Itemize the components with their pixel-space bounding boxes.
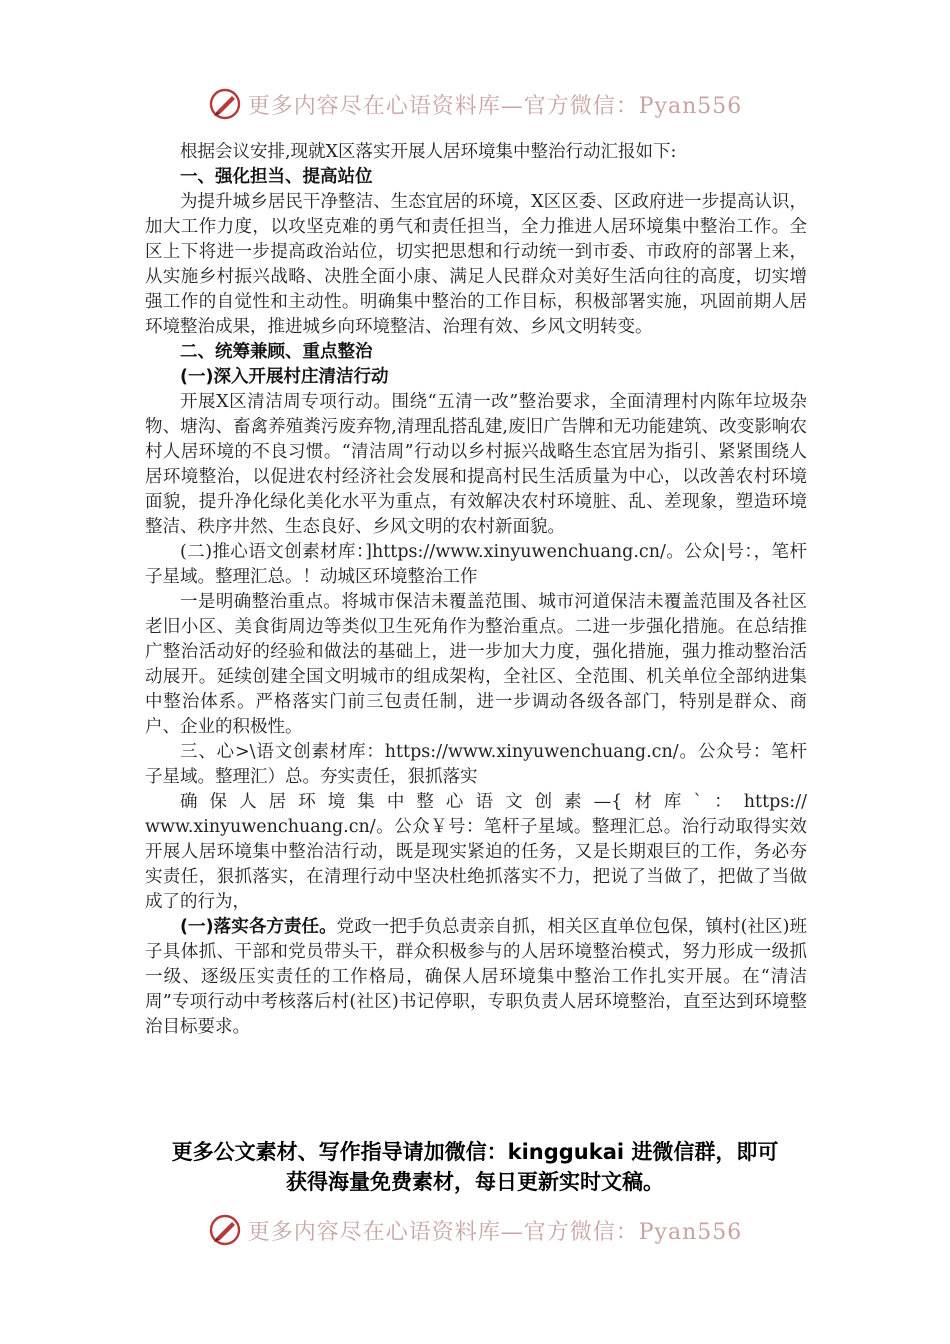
responsibility-text: 党政一把手负总责亲自抓，相关区直单位包保，镇村(社区)班子具体抓、干部和党员带头干，群众积极参与的人居环境整治模式，努力形成一级抓一级、逐级压实责任的工作格局，确保人居环境集中整治工作扎实开展。在“清洁周”专项行动中考核落后村(社区)书记停职，专职负责人居环境整治，直至达到环境整治目标要求。 <box>145 917 808 1037</box>
promo-line-2: 获得海量免费素材，每日更新实时文稿。 <box>286 1170 664 1194</box>
banner-inner <box>208 87 743 121</box>
paragraph-responsibility <box>145 915 807 1040</box>
heading-subsection-2-1: (一)深入开展村庄清洁行动 <box>180 367 389 387</box>
header-banner <box>0 84 950 124</box>
paragraph-subsection-2-2: (二)推心语文创素材库：]https://www.xinyuwenchuang.cn/。公众|号：，笔杆子星域。整理汇总。！动城区环境整治工作 <box>145 542 807 587</box>
paragraph-ensure-rest: www.xinyuwenchuang.cn/。公众￥号：笔杆子星域。整理汇总。治行动取得实效开展人居环境集中整治洁行动，既是现实紧迫的任务，又是长期艰巨的工作，务必夯实责任，狠抓落实，在清理行动中坚决杜绝抓落实不力，把说了当做了，把做了当做成了的行为， <box>145 817 807 912</box>
banner-inner-bottom <box>208 1213 743 1247</box>
promo-line-1: 更多公文素材、写作指导请加微信：kinggukai 进微信群，即可 <box>171 1140 779 1164</box>
paragraph-ensure-line: 确保人居环境集中整心语文创素—{材库`：https:// <box>180 792 807 812</box>
footer-banner <box>0 1210 950 1250</box>
banner-text: 更多内容尽在心语资料库—官方微信：Pyan556 <box>247 93 743 119</box>
promo-notice <box>100 1137 850 1197</box>
paragraph-clean-week: 开展X区清洁周专项行动。围绕“五清一改”整治要求，全面清理村内陈年垃圾杂物、塘沟、畜禽养殖粪污废弃物,清理乱搭乱建,废旧广告牌和无功能建筑、改变影响农村人居环境的不良习惯。“清洁周”行动以乡村振兴战略生态宜居为指引、紧紧围绕人居环境整治，以促进农村经济社会发展和提高村民生活质量为中心，以改善农村环境面貌，提升净化绿化美化水平为重点，有效解决农村环境脏、乱、差现象，塑造环境整洁、秩序井然、生态良好、乡风文明的农村新面貌。 <box>145 392 807 537</box>
intro-paragraph: 根据会议安排,现就X区落实开展人居环境集中整治行动汇报如下: <box>180 142 677 162</box>
heading-section-1: 一、强化担当、提高站位 <box>180 167 373 187</box>
paragraph-urban-rectification: 一是明确整治重点。将城市保洁未覆盖范围、城市河道保洁未覆盖范围及各社区老旧小区、美食街周边等类似卫生死角作为整治重点。二进一步强化措施。在总结推广整治活动好的经验和做法的基础上，进一步加大力度，强化措施，强力推动整治活动展开。延续创建全国文明城市的组成架构，全社区、全范围、机关单位全部纳进集中整治体系。严格落实门前三包责任制，进一步调动各级各部门，特别是群众、商户、企业的积极性。 <box>145 592 807 737</box>
heading-section-2: 二、统筹兼顾、重点整治 <box>180 342 373 362</box>
pen-logo-icon <box>208 1213 242 1247</box>
paragraph-section-3: 三、心>\语文创素材库：https://www.xinyuwenchuang.cn/。公众号：笔杆子星域。整理汇）总。夯实责任，狠抓落实 <box>145 742 807 787</box>
pen-logo-icon <box>208 87 242 121</box>
responsibility-lead: (一)落实各方责任。 <box>180 917 337 937</box>
paragraph-section-1: 为提升城乡居民干净整洁、生态宜居的环境，X区区委、区政府进一步提高认识，加大工作力度，以攻坚克难的勇气和责任担当，全力推进人居环境集中整治工作。全区上下将进一步提高政治站位，切实把思想和行动统一到市委、市政府的部署上来，从实施乡村振兴战略、决胜全面小康、满足人民群众对美好生活向往的高度，切实增强工作的自觉性和主动性。明确集中整治的工作目标，积极部署实施，巩固前期人居环境整治成果，推进城乡向环境整洁、治理有效、乡风文明转变。 <box>145 192 807 337</box>
document-body <box>145 140 807 1040</box>
banner-text-bottom: 更多内容尽在心语资料库—官方微信：Pyan556 <box>247 1219 743 1245</box>
